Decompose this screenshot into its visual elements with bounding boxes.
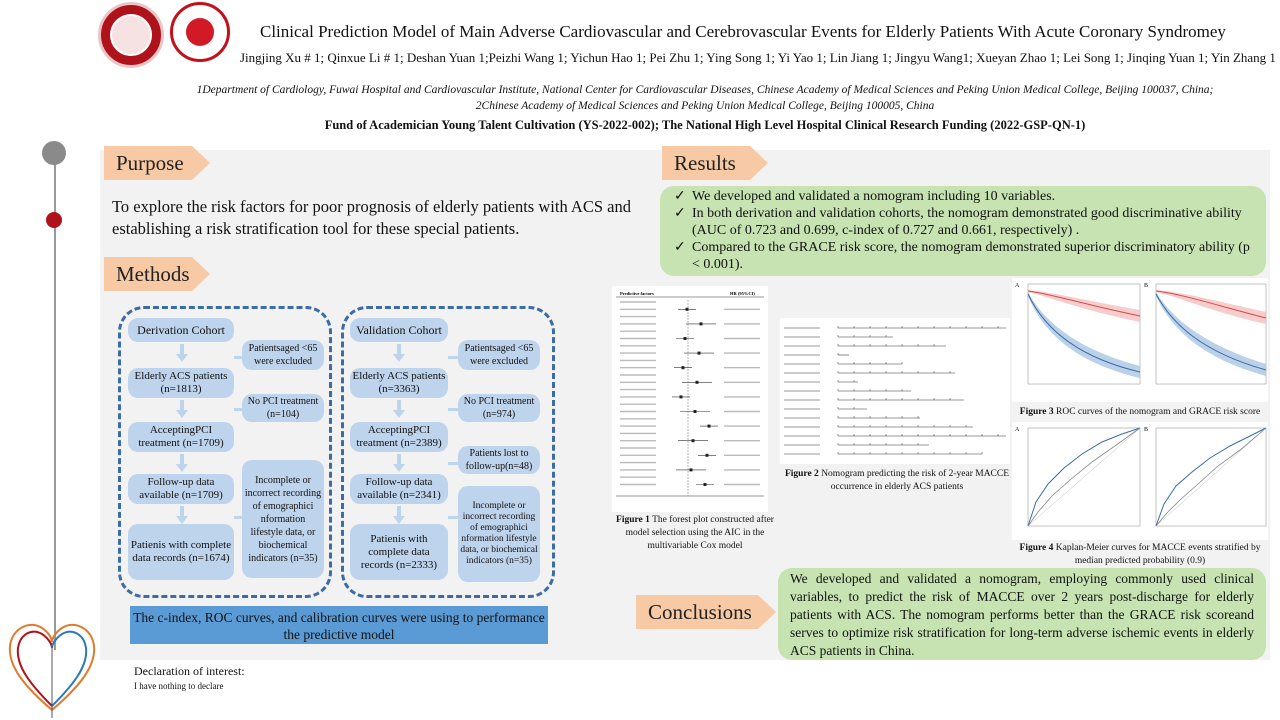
validation-exclusion4: Incomplete or incorrect recording of emographici nformation lifestyle data, or biochemical indicators (n=35) xyxy=(458,486,540,582)
validation-step3: Follow-up data available (n=2341) xyxy=(350,474,448,504)
forest-point xyxy=(682,366,685,369)
arrow xyxy=(176,400,188,418)
conclusions-heading: Conclusions xyxy=(636,595,758,629)
derivation-step3: Follow-up data available (n=1709) xyxy=(128,474,234,504)
derivation-step4: Patienis with complete data records (n=1674) xyxy=(128,524,234,580)
result-bullet-1: ✓ We developed and validated a nomogram including 10 variables. xyxy=(674,188,1256,205)
timeline-dot-red xyxy=(46,212,62,228)
forest-point xyxy=(706,454,709,457)
figure2-caption-text: Nomogram predicting the risk of 2-year MACCE occurrence in elderly ACS patients xyxy=(818,469,1010,492)
forest-point xyxy=(690,468,693,471)
forest-point xyxy=(704,483,707,486)
figure4-svg xyxy=(1012,422,1268,540)
forest-point xyxy=(694,410,697,413)
figure1-caption-text: The forest plot constructed after model selection using the AIC in the multivariable Cox model xyxy=(625,515,774,551)
heart-decoration xyxy=(4,606,100,718)
funding-line: Fund of Academician Young Talent Cultivation (YS-2022-002); The National High Level Hospital Clinical Research Funding (2022-GSP-QN-1) xyxy=(324,118,1086,132)
validation-exclusion3: Patients lost to follow-up(n=48) xyxy=(458,446,540,474)
derivation-title: Derivation Cohort xyxy=(128,318,234,342)
figure4-label: Figure 4 xyxy=(1019,543,1054,553)
panel-a-label: A xyxy=(1015,283,1020,289)
result-bullet-2: ✓ In both derivation and validation cohorts, the nomogram demonstrated good discriminative ability (AUC of 0.723 and 0.699, c-index of 0.727 and 0.661, respectively) . xyxy=(674,205,1256,239)
figure1-forest-plot xyxy=(612,286,768,512)
derivation-exclusion2: No PCI treatment (n=104) xyxy=(242,394,324,422)
connector xyxy=(448,408,458,411)
validation-exclusion2: No PCI treatment (n=974) xyxy=(458,394,540,422)
results-box xyxy=(660,186,1266,276)
figure3-label: Figure 3 xyxy=(1019,407,1054,417)
forest-header-left: Predictive factors xyxy=(620,291,654,296)
arrow xyxy=(176,344,188,362)
poster-title: Clinical Prediction Model of Main Adverse Cardiovascular and Cerebrovascular Events for Elderly Patients With Acute Coronary Syndromey xyxy=(260,22,1226,41)
connector xyxy=(234,516,242,519)
figure3-caption-text: ROC curves of the nomogram and GRACE risk score xyxy=(1053,407,1261,417)
methods-footer-bar: The c-index, ROC curves, and calibration curves were using to performance the predictive model xyxy=(130,606,548,644)
purpose-text: To explore the risk factors for poor prognosis of elderly patients with ACS and establishing a risk stratification tool for these special patients. xyxy=(112,197,631,238)
figure3-curves xyxy=(1012,278,1268,402)
purpose-heading: Purpose xyxy=(104,146,192,180)
connector xyxy=(448,462,458,465)
arrow xyxy=(393,506,405,524)
figure4-caption-text: Kaplan-Meier curves for MACCE events stratified by median predicted probability (0.9) xyxy=(1053,543,1261,566)
hospital-logo xyxy=(170,2,230,62)
methods-heading: Methods xyxy=(104,257,192,291)
derivation-step2: AcceptingPCI treatment (n=1709) xyxy=(128,422,234,452)
connector xyxy=(448,356,458,359)
conclusions-box: We developed and validated a nomogram, employing commonly used clinical variables, to predict the risk of MACCE over 2 years post-discharge for elderly patients with ACS. The nomogram performs better than the GRACE risk scoreand serves to optimize risk stratification for long-term adverse ischemic events in elderly ACS patients in China. xyxy=(778,568,1266,660)
declaration-text: I have nothing to declare xyxy=(134,681,224,691)
forest-point xyxy=(708,425,711,428)
arrow xyxy=(176,454,188,472)
affiliation-1: 1Department of Cardiology, Fuwai Hospital and Cardiovascular Institute, National Center for Cardiovascular Diseases, Chinese Academy of Medical Sciences and Peking Union Medical College, Beijing 100037, China; xyxy=(196,84,1214,96)
timeline-dot-gray xyxy=(42,141,66,165)
declaration-title: Declaration of interest: xyxy=(134,664,245,678)
result-bullet-3: ✓ Compared to the GRACE risk score, the nomogram demonstrated superior discriminatory ability (p < 0.001). xyxy=(674,239,1256,273)
forest-plot-svg xyxy=(612,286,768,512)
validation-exclusion1: Patientsaged <65 were excluded xyxy=(458,340,540,370)
arrow xyxy=(393,454,405,472)
figure3-svg xyxy=(1012,278,1268,402)
validation-step2: AcceptingPCI treatment (n=2389) xyxy=(350,422,448,452)
university-logo xyxy=(98,2,164,68)
derivation-exclusion1: Patientsaged <65 were excluded xyxy=(242,340,324,370)
panel-b-label: B xyxy=(1144,283,1149,289)
figure2-label: Figure 2 xyxy=(784,469,819,479)
forest-point xyxy=(684,337,687,340)
arrow xyxy=(176,506,188,524)
affiliation-2: 2Chinese Academy of Medical Sciences and Peking Union Medical College, Beijing 100005, China xyxy=(475,100,935,112)
panel-b-label: B xyxy=(1144,427,1149,433)
arrow xyxy=(393,400,405,418)
forest-header-right: HR (95%CI) xyxy=(730,291,755,296)
figure2-caption xyxy=(782,468,1012,494)
figure3-caption xyxy=(1012,406,1268,419)
validation-step4: Patienis with complete data records (n=2333) xyxy=(350,524,448,580)
nomogram-svg xyxy=(780,318,1010,464)
figure4-roc xyxy=(1012,422,1268,540)
validation-title: Validation Cohort xyxy=(350,318,448,342)
forest-point xyxy=(692,439,695,442)
forest-point xyxy=(686,308,689,311)
affiliations xyxy=(150,82,1260,114)
author-list: Jingjing Xu # 1; Qinxue Li # 1; Deshan Yuan 1;Peizhi Wang 1; Yichun Hao 1; Pei Zhu 1; Ying Song 1; Yi Yao 1; Lin Jiang 1; Jingyu Wang1; Xueyan Zhao 1; Lei Song 1; Jinqing Yuan 1; Yin Zhang 1 xyxy=(240,50,1276,65)
validation-step1: Elderly ACS patients (n=3363) xyxy=(350,368,448,398)
figure1-caption xyxy=(612,514,778,553)
arrow xyxy=(393,344,405,362)
forest-point xyxy=(698,352,701,355)
connector xyxy=(448,516,458,519)
forest-point xyxy=(700,322,703,325)
panel-a-label: A xyxy=(1015,427,1020,433)
figure2-nomogram xyxy=(780,318,1010,464)
figure4-caption xyxy=(1012,542,1268,568)
derivation-step1: Elderly ACS patients (n=1813) xyxy=(128,368,234,398)
results-heading: Results xyxy=(662,146,750,180)
forest-point xyxy=(696,381,699,384)
connector xyxy=(234,408,242,411)
derivation-exclusion3: Incomplete or incorrect recording of emographici nformation lifestyle data, or biochemical indicators (n=35) xyxy=(242,460,324,578)
forest-point xyxy=(680,395,683,398)
figure1-label: Figure 1 xyxy=(616,515,650,525)
connector xyxy=(234,356,242,359)
